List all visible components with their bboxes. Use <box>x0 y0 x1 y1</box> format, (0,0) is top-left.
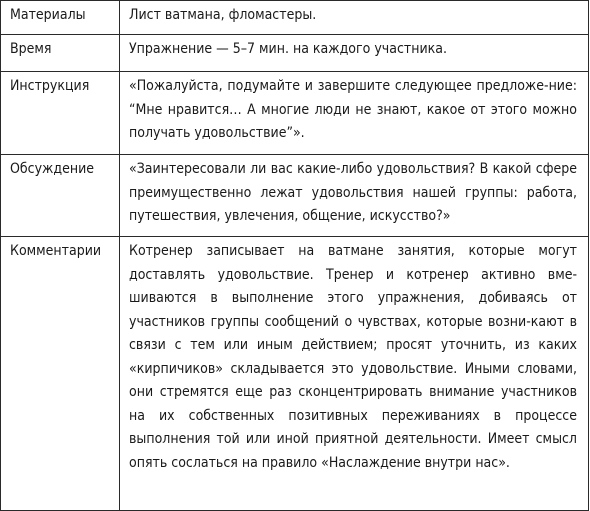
row-label-materials: Материалы <box>1 1 120 35</box>
table-row-comments <box>1 237 589 511</box>
table-row-time <box>1 35 589 72</box>
row-label-discussion: Обсуждение <box>1 155 120 237</box>
row-content-time: Упражнение — 5–7 мин. на каждого участника. <box>120 35 589 72</box>
row-label-instruction: Инструкция <box>1 72 120 155</box>
table-row-materials <box>1 1 589 35</box>
row-content-materials: Лист ватмана, фломастеры. <box>120 1 589 35</box>
row-label-comments: Комментарии <box>1 237 120 511</box>
table-row-discussion <box>1 155 589 237</box>
row-content-comments: Котренер записывает на ватмане занятия, которые могут доставлять удовольствие. Тренер и котренер активно вме-шиваются в выполнение этого упражнения, добиваясь от участников группы сообщений о чувствах, которые возни-кают в связи с тем или иным действием; просят уточнить, из каких «кирпичиков» складывается это удовольствие. Иными словами, они стремятся еще раз сконцентрировать внимание участников на их собственных позитивных переживаниях в процессе выполнения той или иной приятной деятельности. Имеет смысл опять сослаться на правило «Наслаждение внутри нас». <box>120 237 589 511</box>
row-content-discussion: «Заинтересовали ли вас какие-либо удовольствия? В какой сфере преимущественно лежат удовольствия нашей группы: работа, путешествия, увлечения, общение, искусство?» <box>120 155 589 237</box>
table-row-instruction <box>1 72 589 155</box>
row-label-time: Время <box>1 35 120 72</box>
row-content-instruction: «Пожалуйста, подумайте и завершите следующее предложе-ние: “Мне нравится… А многие люди не знают, какое от этого можно получать удовольствие”». <box>120 72 589 155</box>
